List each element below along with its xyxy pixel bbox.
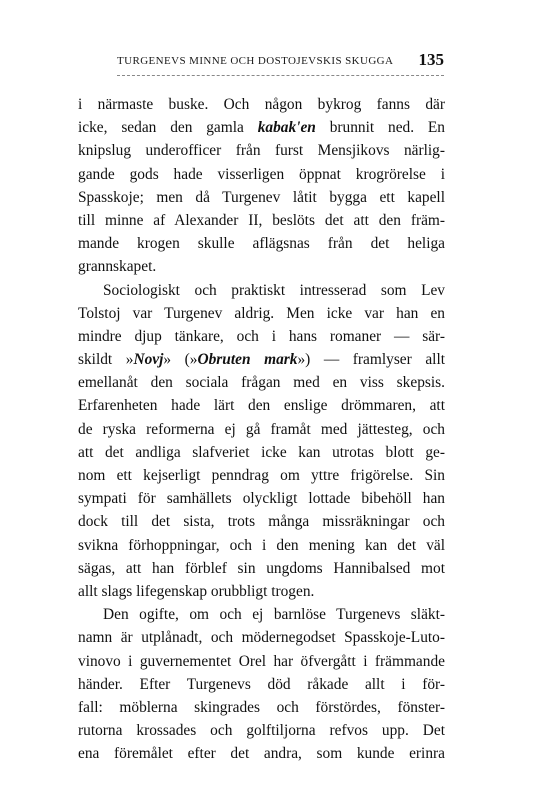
text-line: de ryska reformerna ej gå framåt med jättesteg, och <box>78 420 445 438</box>
header-rule <box>117 75 444 76</box>
text-line: i närmaste buske. Och någon bykrog fanns där <box>78 96 445 113</box>
text-line: Erfarenheten hade lärt den enslige drömmaren, att <box>78 397 445 415</box>
text-line: Spasskoje; men då Turgenev låtit bygga ett kapell <box>78 188 445 206</box>
text-segment: skildt » <box>78 351 134 369</box>
italic-title: Obruten mark <box>197 351 298 369</box>
text-line: Den ogifte, om och ej barnlöse Turgenevs släkt- <box>103 606 445 624</box>
text-segment: icke, sedan den gamla <box>78 119 244 137</box>
text-line: namn är utplånadt, och mödernegodset Spasskoje-Luto- <box>78 629 445 647</box>
text-line: ena föremålet efter det andra, som kunde erinra <box>78 745 445 763</box>
text-line: grannskapet. <box>78 258 157 276</box>
text-line: dock till det sista, trots många missräkningar och <box>78 513 445 531</box>
text-line: mindre djup tänkare, och i hans romaner — sär- <box>78 327 445 345</box>
text-line: vinovo i guvernementet Orel har öfvergått i främmande <box>78 652 445 670</box>
body-text <box>78 93 445 765</box>
text-line: emellanåt den sociala frågan med en viss skepsis. <box>78 374 445 392</box>
text-line: gande gods hade visserligen öppnat krogrörelse i <box>78 165 445 183</box>
text-line <box>78 348 445 371</box>
text-line: rutorna krossades och golftiljorna refvos upp. Det <box>78 722 445 740</box>
text-line: händer. Efter Turgenevs död råkade allt i för- <box>78 675 445 693</box>
text-line: sympati för samhällets olyckligt lottade bibehöll han <box>78 490 445 508</box>
text-line: svikna förhoppningar, och i den mening kan det väl <box>78 536 445 554</box>
text-line: nom ett kejserligt penndrag om yttre frigörelse. Sin <box>78 467 445 484</box>
text-line: sägas, att han förblef sin ungdoms Hannibalsed mot <box>78 559 445 577</box>
text-segment: ») — framlyser allt <box>297 351 445 369</box>
text-line: till minne af Alexander II, beslöts det att den främ- <box>78 211 445 229</box>
running-title: TURGENEVS MINNE OCH DOSTOJEVSKIS SKUGGA <box>117 55 394 67</box>
text-line: Sociologiskt och praktiskt intresserad som Lev <box>103 281 445 299</box>
text-line: knipslug underofficer från furst Mensjikovs närlig- <box>78 142 445 160</box>
page-number: 135 <box>418 50 444 69</box>
text-line: fall: möblerna skingrades och förstördes, fönster- <box>78 698 445 716</box>
italic-term: kabak'en <box>257 119 316 137</box>
text-line: att det andliga slafveriet icke kan utrotas blott ge- <box>78 443 445 461</box>
text-line: allt slags lifegenskap orubbligt trogen. <box>78 582 315 600</box>
text-line: mande krogen skulle aflägsnas från det heliga <box>78 235 445 253</box>
text-segment: » (» <box>163 351 198 369</box>
text-line: Tolstoj var Turgenev aldrig. Men icke var han en <box>78 304 445 322</box>
text-segment: brunnit ned. En <box>329 119 445 137</box>
text-line <box>78 116 445 139</box>
italic-title: Novj <box>133 351 164 369</box>
running-header <box>117 49 444 71</box>
